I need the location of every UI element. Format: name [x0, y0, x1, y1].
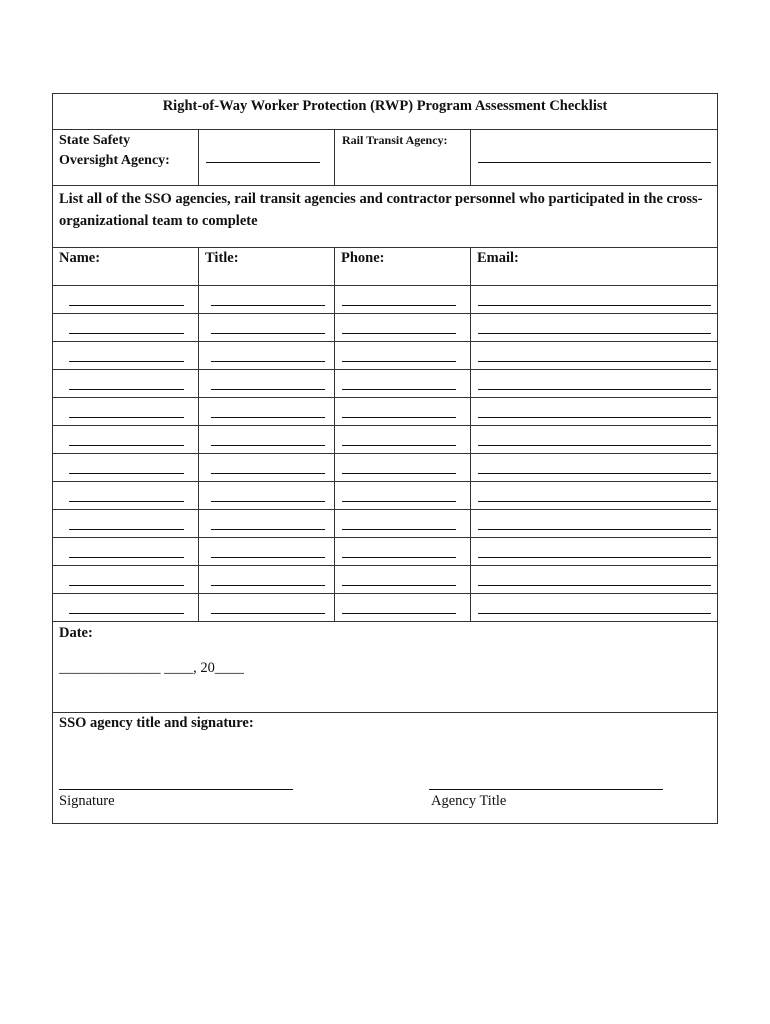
email-cell[interactable]: [471, 398, 718, 426]
rail-transit-agency-underline: [478, 162, 711, 163]
name-cell[interactable]: [53, 398, 199, 426]
agency-title-caption: Agency Title: [431, 793, 507, 809]
title-underline: [211, 389, 325, 390]
phone-underline: [342, 361, 456, 362]
email-cell[interactable]: [471, 286, 718, 314]
signature-caption: Signature: [59, 793, 115, 809]
title-cell[interactable]: [199, 510, 335, 538]
phone-underline: [342, 389, 456, 390]
title-underline: [211, 361, 325, 362]
name-cell[interactable]: [53, 286, 199, 314]
sso-agency-label-line1: State Safety: [59, 133, 131, 148]
signature-line[interactable]: [59, 789, 293, 790]
phone-cell[interactable]: [335, 454, 471, 482]
sso-agency-label-line2: Oversight Agency:: [59, 153, 170, 168]
email-cell[interactable]: [471, 566, 718, 594]
name-cell[interactable]: [53, 538, 199, 566]
phone-cell[interactable]: [335, 538, 471, 566]
email-underline: [478, 361, 711, 362]
name-cell[interactable]: [53, 482, 199, 510]
sso-agency-underline: [206, 162, 320, 163]
title-cell[interactable]: [199, 426, 335, 454]
email-underline: [478, 445, 711, 446]
table-row: [53, 454, 718, 482]
table-row: [53, 538, 718, 566]
sso-agency-field[interactable]: [199, 130, 335, 186]
name-underline: [69, 361, 184, 362]
phone-underline: [342, 585, 456, 586]
table-row: [53, 342, 718, 370]
phone-underline: [342, 305, 456, 306]
name-underline: [69, 501, 184, 502]
email-underline: [478, 333, 711, 334]
email-underline: [478, 529, 711, 530]
table-row: [53, 566, 718, 594]
phone-underline: [342, 557, 456, 558]
column-header-title: Title:: [199, 248, 335, 286]
instructions-text: List all of the SSO agencies, rail transit agencies and contractor personnel who participated in the cross-organizational team to complete: [53, 186, 718, 248]
phone-cell[interactable]: [335, 398, 471, 426]
name-underline: [69, 613, 184, 614]
title-underline: [211, 557, 325, 558]
name-underline: [69, 557, 184, 558]
name-underline: [69, 417, 184, 418]
form-title: Right-of-Way Worker Protection (RWP) Program Assessment Checklist: [53, 94, 718, 130]
phone-underline: [342, 445, 456, 446]
name-cell[interactable]: [53, 426, 199, 454]
name-cell[interactable]: [53, 342, 199, 370]
email-cell[interactable]: [471, 510, 718, 538]
title-cell[interactable]: [199, 538, 335, 566]
participant-rows: [53, 286, 718, 622]
email-underline: [478, 557, 711, 558]
email-underline: [478, 305, 711, 306]
email-underline: [478, 389, 711, 390]
table-row: [53, 510, 718, 538]
title-underline: [211, 445, 325, 446]
rail-transit-agency-label: Rail Transit Agency:: [335, 130, 471, 186]
email-cell[interactable]: [471, 342, 718, 370]
phone-cell[interactable]: [335, 314, 471, 342]
title-cell[interactable]: [199, 398, 335, 426]
title-underline: [211, 473, 325, 474]
title-cell[interactable]: [199, 566, 335, 594]
name-cell[interactable]: [53, 370, 199, 398]
email-cell[interactable]: [471, 426, 718, 454]
title-cell[interactable]: [199, 286, 335, 314]
name-cell[interactable]: [53, 566, 199, 594]
column-header-phone: Phone:: [335, 248, 471, 286]
phone-underline: [342, 417, 456, 418]
email-cell[interactable]: [471, 594, 718, 622]
email-cell[interactable]: [471, 482, 718, 510]
agency-title-line[interactable]: [429, 789, 663, 790]
table-row: [53, 594, 718, 622]
phone-underline: [342, 501, 456, 502]
phone-underline: [342, 473, 456, 474]
title-cell[interactable]: [199, 482, 335, 510]
name-underline: [69, 529, 184, 530]
title-underline: [211, 501, 325, 502]
name-underline: [69, 389, 184, 390]
email-underline: [478, 613, 711, 614]
date-line[interactable]: ______________ ____, 20____: [59, 660, 244, 676]
assessment-checklist-form: [52, 93, 718, 824]
phone-underline: [342, 613, 456, 614]
phone-cell[interactable]: [335, 566, 471, 594]
title-cell[interactable]: [199, 342, 335, 370]
name-cell[interactable]: [53, 510, 199, 538]
rail-transit-agency-field[interactable]: [471, 130, 718, 186]
phone-cell[interactable]: [335, 370, 471, 398]
table-row: [53, 314, 718, 342]
name-cell[interactable]: [53, 314, 199, 342]
name-underline: [69, 473, 184, 474]
column-header-email: Email:: [471, 248, 718, 286]
email-cell[interactable]: [471, 370, 718, 398]
title-cell[interactable]: [199, 370, 335, 398]
signature-section: [53, 713, 718, 824]
title-underline: [211, 529, 325, 530]
phone-cell[interactable]: [335, 342, 471, 370]
signature-section-label: SSO agency title and signature:: [59, 715, 254, 731]
name-cell[interactable]: [53, 594, 199, 622]
phone-cell[interactable]: [335, 594, 471, 622]
name-underline: [69, 305, 184, 306]
phone-cell[interactable]: [335, 426, 471, 454]
column-header-name: Name:: [53, 248, 199, 286]
email-underline: [478, 501, 711, 502]
name-cell[interactable]: [53, 454, 199, 482]
title-underline: [211, 585, 325, 586]
phone-underline: [342, 333, 456, 334]
email-cell[interactable]: [471, 538, 718, 566]
phone-cell[interactable]: [335, 510, 471, 538]
name-underline: [69, 445, 184, 446]
phone-underline: [342, 529, 456, 530]
date-label: Date:: [59, 625, 93, 641]
title-underline: [211, 305, 325, 306]
title-underline: [211, 333, 325, 334]
email-cell[interactable]: [471, 314, 718, 342]
table-row: [53, 398, 718, 426]
title-cell[interactable]: [199, 454, 335, 482]
title-underline: [211, 417, 325, 418]
name-underline: [69, 333, 184, 334]
name-underline: [69, 585, 184, 586]
sso-agency-label: [53, 130, 199, 186]
email-underline: [478, 473, 711, 474]
table-row: [53, 286, 718, 314]
table-row: [53, 482, 718, 510]
date-section: [53, 622, 718, 713]
title-cell[interactable]: [199, 594, 335, 622]
email-underline: [478, 417, 711, 418]
title-underline: [211, 613, 325, 614]
email-underline: [478, 585, 711, 586]
table-row: [53, 370, 718, 398]
title-cell[interactable]: [199, 314, 335, 342]
phone-cell[interactable]: [335, 286, 471, 314]
phone-cell[interactable]: [335, 482, 471, 510]
table-row: [53, 426, 718, 454]
email-cell[interactable]: [471, 454, 718, 482]
